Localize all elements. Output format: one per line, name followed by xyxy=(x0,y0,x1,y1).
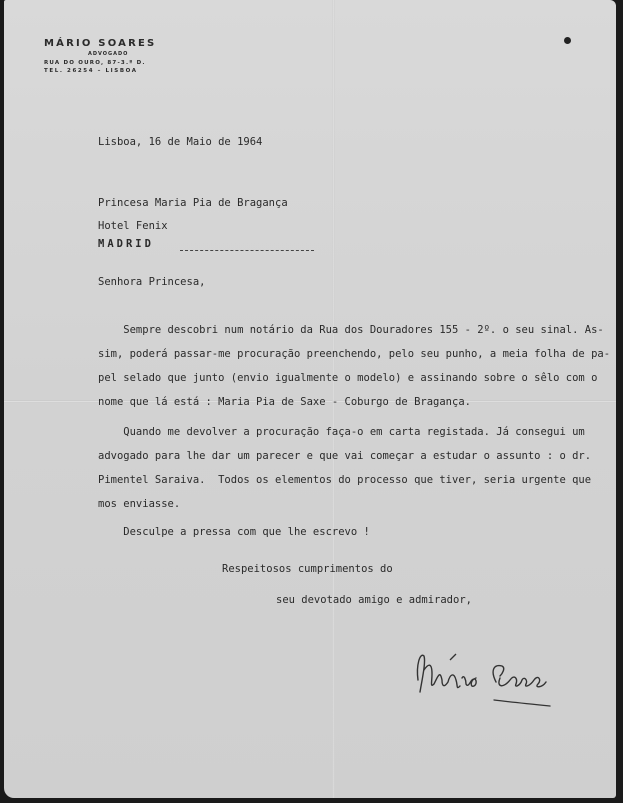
city-underline xyxy=(180,250,314,251)
paragraph-line: advogado para lhe dar um parecer e que vai começar a estudar o assunto : o dr. xyxy=(98,450,592,462)
paragraph-line: Pimentel Saraiva. Todos os elementos do processo que tiver, seria urgente que xyxy=(98,474,592,486)
recipient-city: MADRID xyxy=(98,238,154,250)
letterhead-name: MÁRIO SOARES xyxy=(44,38,157,49)
paragraph-line: Quando me devolver a procuração faça-o em carta registada. Já consegui um xyxy=(98,426,585,438)
letterhead-title: ADVOGADO xyxy=(88,51,129,57)
paragraph-line: pel selado que junto (envio igualmente o modelo) e assinando sobre o sêlo com o xyxy=(98,372,598,384)
ink-spot xyxy=(564,37,571,44)
paragraph-line: sim, poderá passar-me procuração preenchendo, pelo seu punho, a meia folha de pa- xyxy=(98,348,611,360)
letterhead-phone: TEL. 26254 – LISBOA xyxy=(44,68,138,74)
recipient-name: Princesa Maria Pia de Bragança xyxy=(98,197,288,209)
salutation: Senhora Princesa, xyxy=(98,276,206,288)
paragraph-2 xyxy=(98,420,592,516)
handwritten-signature xyxy=(410,640,560,725)
recipient-hotel: Hotel Fenix xyxy=(98,220,168,232)
paragraph-line: Sempre descobri num notário da Rua dos Douradores 155 - 2º. o seu sinal. As- xyxy=(98,324,604,336)
closing-line-2: seu devotado amigo e admirador, xyxy=(276,594,472,606)
paragraph-1 xyxy=(98,318,611,414)
letterhead-address: RUA DO OURO, 87-3.º D. xyxy=(44,60,146,66)
paragraph-line: Desculpe a pressa com que lhe escrevo ! xyxy=(98,526,370,538)
closing-line-1: Respeitosos cumprimentos do xyxy=(222,563,393,575)
paragraph-3 xyxy=(98,520,588,544)
paragraph-line: nome que lá está : Maria Pia de Saxe - Coburgo de Bragança. xyxy=(98,396,471,408)
letterhead xyxy=(44,38,156,74)
letter-date: Lisboa, 16 de Maio de 1964 xyxy=(98,136,263,148)
paragraph-line: mos enviasse. xyxy=(98,498,181,510)
